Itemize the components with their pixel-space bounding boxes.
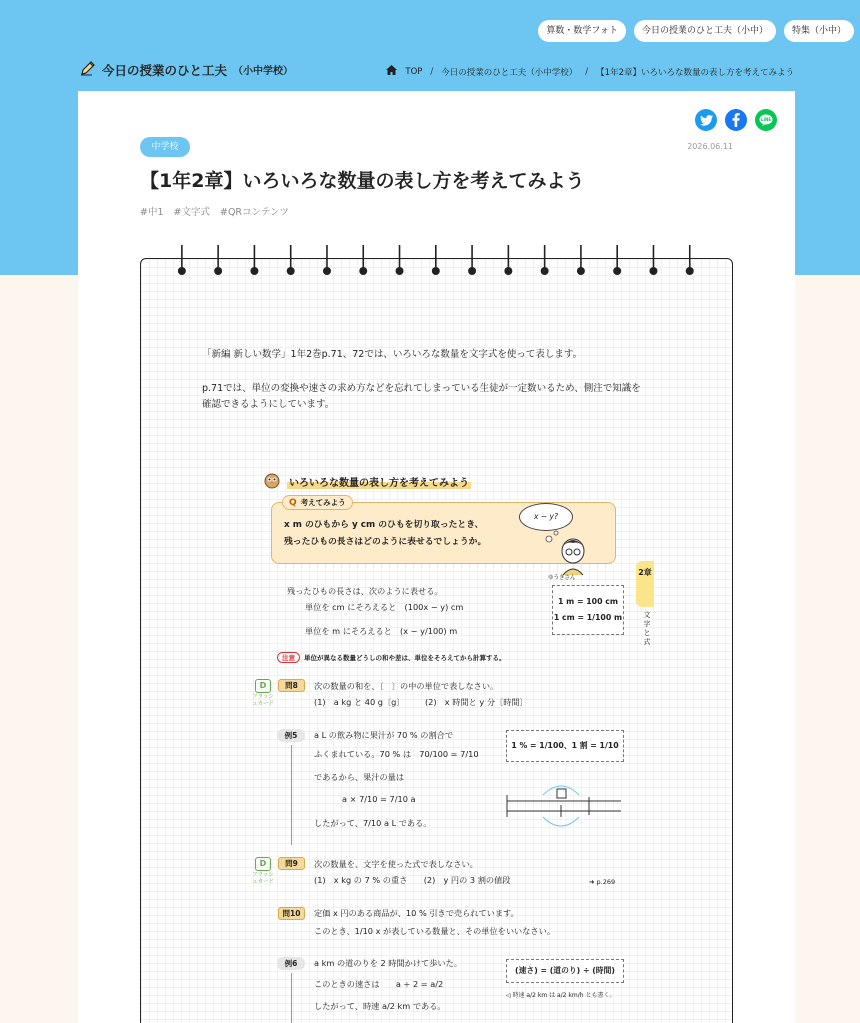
tag-list — [140, 204, 289, 218]
article-card — [78, 91, 795, 1023]
think-question: x m のひもから y cm のひもを切り取ったとき、 残ったひもの長さはどのように表せるでしょうか。 — [284, 520, 487, 547]
example-5-line2: ふくまれている。70 % は 70/100 = 7/10 — [314, 749, 479, 759]
notebook-ring-hole — [178, 267, 186, 275]
nav-item-math-photo[interactable]: 算数・数学フォト — [538, 20, 626, 42]
tag-item[interactable]: #中1 — [140, 207, 164, 218]
answer-cm: 単位を cm にそろえると (100x − y) cm — [305, 602, 464, 612]
notebook-ring-hole — [432, 267, 440, 275]
example-5-line4: a × 7/10 = 7/10 a — [342, 794, 416, 804]
breadcrumb-separator: / — [585, 66, 589, 77]
notebook-ring-hole — [649, 267, 657, 275]
breadcrumb-current: 【1年2章】いろいろな数量の表し方を考えてみよう — [596, 67, 794, 78]
tag-item[interactable]: #文字式 — [173, 207, 210, 218]
textbook-heading — [263, 471, 471, 492]
facebook-icon[interactable] — [725, 109, 747, 131]
problem-10-label: 問10 — [278, 907, 305, 920]
flash-card-icon[interactable]: D フラッシュカード — [251, 681, 274, 707]
site-title-sub: （小中学校） — [233, 66, 294, 77]
notebook-ring-hole — [214, 267, 222, 275]
example-5-line1: a L の飲み物に果汁が 70 % の割合で — [314, 730, 454, 740]
example-5-label: 例5 — [277, 729, 305, 742]
notebook-ring-hole — [396, 267, 404, 275]
notebook-ring-hole — [468, 267, 476, 275]
notebook-ring-hole — [541, 267, 549, 275]
notebook-rings — [141, 243, 732, 279]
problem-9-text: 次の数量を、文字を使った式で表しなさい。 — [314, 859, 478, 869]
textbook-heading-text: いろいろな数量の表し方を考えてみよう — [287, 474, 471, 489]
line-icon[interactable] — [755, 109, 777, 131]
percent-box: 1 % = 1/100、1 割 = 1/10 — [506, 730, 624, 762]
breadcrumb-separator: / — [430, 66, 434, 77]
svg-text:LINE: LINE — [760, 117, 772, 123]
example-6-label: 例6 — [277, 957, 305, 970]
notebook-ring-hole — [359, 267, 367, 275]
home-icon[interactable] — [386, 65, 397, 78]
think-label: Q 考えてみよう — [282, 495, 353, 510]
notebook-ring-hole — [613, 267, 621, 275]
notebook-ring-hole — [250, 267, 258, 275]
unit-conversion-box: 1 m = 100 cm 1 cm = 1/100 m — [552, 585, 624, 635]
example-6-line1: a km の道のりを 2 時間かけて歩いた。 — [314, 958, 462, 968]
example-5-line5: したがって、7/10 a L である。 — [314, 818, 432, 828]
character-name: ゆうきさん — [548, 575, 576, 581]
global-nav — [538, 20, 854, 42]
article-title: 【1年2章】いろいろな数量の表し方を考えてみよう — [140, 170, 585, 192]
page-reference: ➜ p.269 — [589, 878, 616, 886]
problem-9-label: 問9 — [278, 857, 305, 870]
share-buttons — [695, 109, 777, 131]
problem-10-line1: 定価 x 円のある商品が、10 % 引きで売られています。 — [314, 908, 519, 918]
textbook-page-image — [251, 459, 656, 1023]
breadcrumb — [386, 65, 794, 78]
notebook-ring-hole — [686, 267, 694, 275]
owl-icon — [263, 471, 281, 492]
example-5-bar — [291, 745, 292, 845]
ratio-number-line — [503, 781, 628, 841]
answer-m: 単位を m にそろえると (x − y/100) m — [305, 626, 458, 636]
nav-item-feature[interactable]: 特集（小中） — [784, 20, 854, 42]
detail-paragraph-line2: 確認できるようにしています。 — [202, 399, 335, 410]
pencil-icon — [80, 60, 96, 79]
notebook-ring-hole — [504, 267, 512, 275]
caution-note: 注意 単位が異なる数量どうしの和や差は、単位をそろえてから計算する。 — [277, 652, 506, 663]
flash-card-icon[interactable]: D フラッシュカード — [251, 859, 274, 885]
notebook-ring-hole — [287, 267, 295, 275]
publish-date: 2026.06.11 — [687, 142, 733, 151]
example-6-line2: このときの速さは a ÷ 2 = a/2 — [314, 979, 444, 989]
speed-note: ◁ 時速 a/2 km は a/2 km/h とも書く。 — [506, 992, 616, 999]
category-badge[interactable]: 中学校 — [140, 137, 190, 157]
answer-intro: 残ったひもの長さは、次のように表せる。 — [287, 586, 443, 596]
notebook-ring-hole — [577, 267, 585, 275]
problem-8-label: 問8 — [278, 679, 305, 692]
notebook-ring-hole — [323, 267, 331, 275]
breadcrumb-section[interactable]: 今日の授業のひと工夫（小中学校） — [441, 67, 578, 78]
chapter-vertical-label: 文字と式 — [643, 611, 651, 646]
detail-paragraph-line1: p.71では、単位の変換や速さの求め方などを忘れてしまっている生徒が一定数いるため、側注で知識を — [202, 383, 641, 394]
intro-paragraph: 「新編 新しい数学」1年2巻p.71、72では、いろいろな数量を文字式を使って表します。 — [202, 349, 583, 360]
thought-bubble: x − y? — [519, 503, 573, 531]
nav-item-today-lesson[interactable]: 今日の授業のひと工夫（小中） — [634, 20, 776, 42]
problem-9-items: (1) x kg の 7 % の重さ (2) y 円の 3 割の値段 — [314, 875, 511, 885]
speed-formula-box: (速さ) = (道のり) ÷ (時間) — [506, 959, 624, 983]
notebook-panel — [140, 258, 733, 1023]
problem-10-line2: このとき、1/10 x が表している数量と、その単位をいいなさい。 — [314, 926, 555, 936]
example-6-line3: したがって、時速 a/2 km である。 — [314, 1001, 446, 1011]
chapter-tab: 2章 — [636, 561, 654, 607]
example-6-bar — [291, 973, 292, 1023]
breadcrumb-top[interactable]: TOP — [405, 66, 423, 77]
site-title-text: 今日の授業のひと工夫 — [102, 62, 228, 78]
site-title[interactable] — [80, 60, 293, 79]
example-5-line3: であるから、果汁の量は — [314, 772, 405, 782]
problem-8-items: (1) a kg と 40 g〔g〕 (2) x 時間と y 分〔時間〕 — [314, 697, 528, 707]
twitter-icon[interactable] — [695, 109, 717, 131]
problem-8-text: 次の数量の和を、〔 〕の中の単位で表しなさい。 — [314, 681, 499, 691]
tag-item[interactable]: #QRコンテンツ — [219, 207, 290, 218]
student-illustration — [543, 529, 599, 577]
